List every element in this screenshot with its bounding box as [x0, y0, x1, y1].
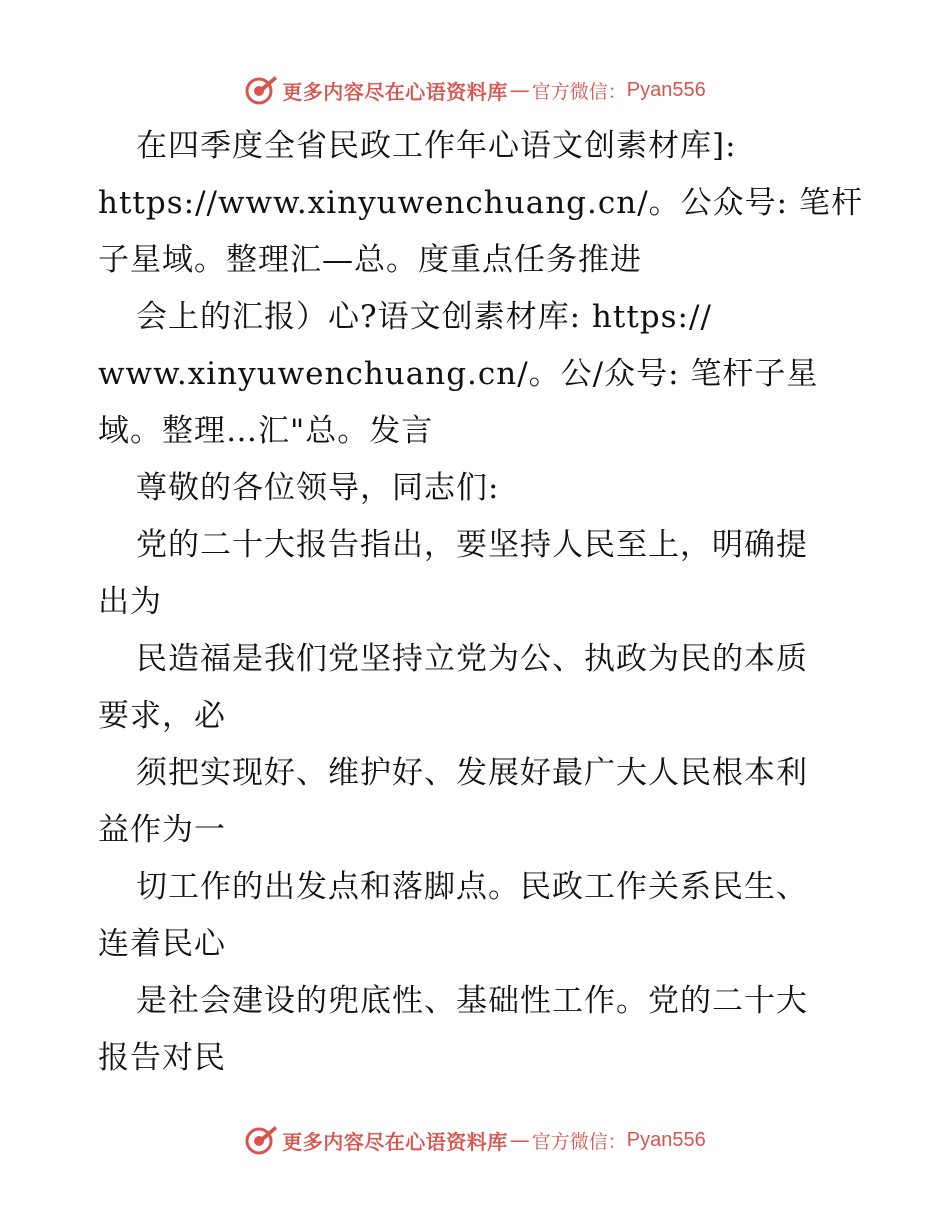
text-line: 会上的汇报）心?语文创素材库: https:// — [136, 299, 712, 335]
banner-dash: — — [509, 1128, 530, 1152]
banner-dash: — — [509, 78, 530, 102]
pen-logo-icon — [244, 73, 278, 107]
text-line: 益作为一 — [98, 812, 226, 848]
banner-account: Pyan556 — [626, 1128, 706, 1151]
banner-wechat-label: 官方微信： — [531, 1130, 627, 1153]
banner-account: Pyan556 — [626, 78, 706, 101]
text-line: 切工作的出发点和落脚点。民政工作关系民生、 — [136, 869, 808, 905]
text-line: 出为 — [98, 584, 162, 620]
text-line: 连着民心 — [98, 926, 226, 962]
text-line: www.xinyuwenchuang.cn/。公/众号: 笔杆子星 — [98, 356, 819, 392]
pen-logo-icon — [244, 1123, 278, 1157]
header-banner — [0, 70, 950, 110]
text-line: 子星域。整理汇—总。度重点任务推进 — [98, 242, 642, 278]
banner-slogan: 更多内容尽在心语资料库 — [282, 1129, 508, 1154]
text-line: 要求，必 — [98, 698, 226, 734]
text-line: 报告对民 — [98, 1040, 226, 1076]
text-line: 是社会建设的兜底性、基础性工作。党的二十大 — [136, 983, 808, 1019]
text-line: 须把实现好、维护好、发展好最广大人民根本利 — [136, 755, 808, 791]
banner-slogan: 更多内容尽在心语资料库 — [282, 79, 508, 104]
document-body — [98, 118, 863, 1087]
banner-wechat-label: 官方微信： — [531, 80, 627, 103]
text-line: https://www.xinyuwenchuang.cn/。公众号: 笔杆 — [98, 185, 863, 221]
text-line: 党的二十大报告指出，要坚持人民至上，明确提 — [136, 527, 808, 563]
footer-banner — [0, 1120, 950, 1160]
text-line: 民造福是我们党坚持立党为公、执政为民的本质 — [136, 641, 808, 677]
text-line: 在四季度全省民政工作年心语文创素材库]: — [136, 128, 737, 164]
text-line: 尊敬的各位领导，同志们: — [136, 470, 500, 506]
text-line: 域。整理…汇"总。发言 — [98, 413, 434, 449]
